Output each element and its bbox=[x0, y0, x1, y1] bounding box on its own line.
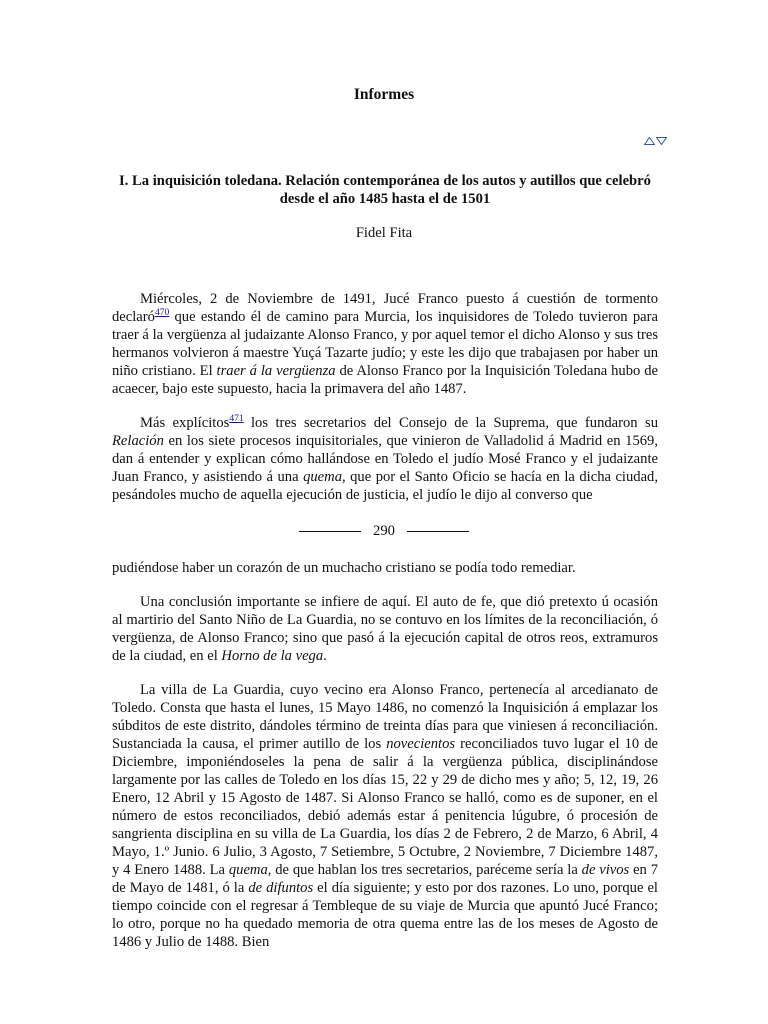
text-run: . bbox=[323, 648, 327, 664]
text-run: La villa de La Guardia, cuyo vecino era Alonso Franco, pertenecía al arcedianato de Toledo. Consta que hasta el lunes, 15 Mayo 1486, no comenzó la Inquisición á emplazar los súbditos de este distrito, dándoles término de treinta días para que viniesen á reconciliación. Sustanciada la causa, el primer autillo de los bbox=[112, 682, 658, 752]
text-run: los tres secretarios del Consejo de la Suprema, que fundaron su bbox=[243, 415, 658, 431]
article-title: I. La inquisición toledana. Relación contemporánea de los autos y autillos que celebró desde el año 1485 hasta el de 1501 bbox=[119, 173, 651, 207]
page-number: 290 bbox=[373, 523, 395, 539]
italic-text: de vivos bbox=[581, 862, 630, 878]
text-run: reconciliados tuvo lugar el 10 de Diciembre, imponiéndoseles la pena de salir á la vergüenza pública, disciplinándose largamente por las calles de Toledo en los días 15, 22 y 29 de dicho mes y año; 5, 12, 19, 26 Enero, 12 Abril y 15 Agosto de 1487. Si Alonso Franco se halló, como es de suponer, en el número de estos reconciliados, debió además estar á penitencia lúgubre, ó procesión de sangrienta disciplina en su villa de La Guardia, los días 2 de Febrero, 2 de Marzo, 6 Abril, 4 Mayo, 1.º Junio. 6 Julio, 3 Agosto, 7 Setiembre, 5 Octubre, 2 Noviembre, 7 Diciembre 1487, y 4 Enero 1488. La bbox=[112, 736, 658, 878]
italic-text: traer á la vergüenza bbox=[216, 363, 336, 379]
page-break bbox=[0, 523, 768, 540]
text-run: Más explícitos bbox=[140, 415, 230, 431]
footnote-link-471[interactable]: 471 bbox=[229, 414, 244, 425]
text-run: que estando él de camino para Murcia, los inquisidores de Toledo tuvieron para traer á la vergüenza al judaizante Alonso Franco, y por aquel temor el dicho Alonso y sus tres hermanos volvieron á maestre Yuçá Tazarte judío; y este les dijo que trabajasen por haber un niño cristiano. El bbox=[112, 309, 658, 379]
divider bbox=[407, 531, 469, 532]
paragraph bbox=[112, 681, 658, 951]
text-run: de Alonso Franco por la Inquisición Toledana hubo de acaecer, bajo este supuesto, hacia la primavera del año 1487. bbox=[112, 363, 658, 397]
italic-text: quema bbox=[228, 862, 268, 878]
text-run: el día siguiente; y esto por dos razones. Lo uno, porque el tiempo coincide con el regresar á Tembleque de su viaje de Murcia que apuntó Jucé Franco; lo otro, porque no ha quedado memoria de otra quema entre las de los meses de Agosto de 1486 y Julio de 1488. Bien bbox=[112, 880, 658, 950]
text-run: en los siete procesos inquisitoriales, que vinieron de Valladolid á Madrid en 1569, dan á entender y explican cómo hallándose en Toledo el judío Mosé Franco y el judaizante Juan Franco, y asistiendo á una bbox=[112, 433, 658, 485]
italic-text: Horno de la vega bbox=[221, 648, 324, 664]
paragraph bbox=[112, 414, 658, 504]
author-name: Fidel Fita bbox=[355, 225, 413, 241]
text-block-after-page-break bbox=[112, 559, 658, 967]
italic-text: novecientos bbox=[386, 736, 456, 752]
triangle-up-icon[interactable] bbox=[644, 137, 655, 145]
text-run: , de que hablan los tres secretarios, paréceme sería la bbox=[267, 862, 582, 878]
italic-text: de difuntos bbox=[248, 880, 314, 896]
text-run: Miércoles, 2 de Noviembre de 1491, Jucé Franco puesto á cuestión de tormento declaró bbox=[112, 291, 658, 325]
footnote-link-470[interactable]: 470 bbox=[154, 308, 170, 319]
italic-text: quema bbox=[303, 469, 342, 485]
paragraph bbox=[112, 559, 658, 577]
paragraph bbox=[112, 593, 658, 665]
text-run: pudiéndose haber un corazón de un muchacho cristiano se podía todo remediar. bbox=[112, 560, 576, 576]
text-run: Una conclusión importante se infiere de aquí. El auto de fe, que dió pretexto ú ocasión al martirio del Santo Niño de La Guardia, no se contuvo en los límites de la reconciliación, ó vergüenza, de Alonso Franco; sino que pasó á la ejecución capital de otros reos, extramuros de la ciudad, en el bbox=[112, 594, 658, 664]
triangle-down-icon[interactable] bbox=[656, 137, 667, 145]
divider bbox=[299, 531, 361, 532]
section-title: Informes bbox=[353, 86, 415, 103]
text-run: , que por el Santo Oficio se hacía en la dicha ciudad, pesándoles mucho de aquella ejecución de justicia, el judío le dijo al converso que bbox=[112, 469, 659, 503]
italic-text: Relación bbox=[112, 433, 164, 449]
text-block-before-page-break bbox=[112, 290, 658, 520]
page-navigation bbox=[644, 137, 667, 145]
paragraph bbox=[112, 290, 658, 398]
text-run: en 7 de Mayo de 1481, ó la bbox=[112, 862, 658, 896]
